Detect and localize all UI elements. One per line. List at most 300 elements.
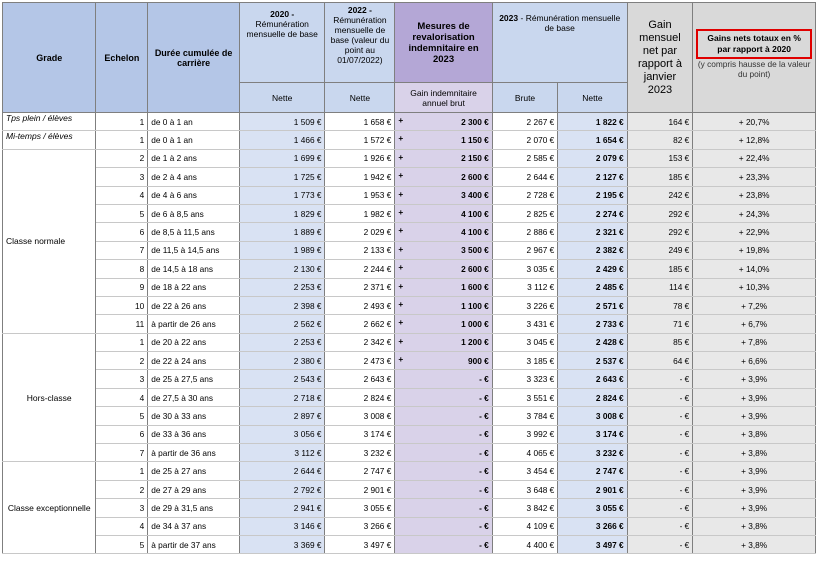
mesure-cell xyxy=(395,204,492,222)
v2022-cell: 2 342 € xyxy=(325,333,395,351)
table-body xyxy=(3,113,816,554)
plus-sign: + xyxy=(398,280,404,291)
plus-sign: + xyxy=(398,151,404,162)
n2023-cell: 2 485 € xyxy=(558,278,627,296)
mesure-cell xyxy=(395,315,492,333)
table-row xyxy=(3,113,816,131)
mesure-cell xyxy=(395,499,492,517)
ech-cell: 1 xyxy=(96,333,148,351)
grade-cell: Hors-classe xyxy=(3,333,96,462)
total-cell: + 7,8% xyxy=(693,333,816,351)
b2023-cell: 3 454 € xyxy=(492,462,557,480)
v2020-cell: 2 718 € xyxy=(239,388,325,406)
duree-cell: de 34 à 37 ans xyxy=(148,517,240,535)
header-2023-sub: - Rémunération mensuelle de base xyxy=(520,13,621,33)
ech-cell: 4 xyxy=(96,517,148,535)
v2022-cell: 1 926 € xyxy=(325,149,395,167)
v2020-cell: 3 056 € xyxy=(239,425,325,443)
duree-cell: de 8,5 à 11,5 ans xyxy=(148,223,240,241)
b2023-cell: 4 109 € xyxy=(492,517,557,535)
n2023-cell: 3 497 € xyxy=(558,535,627,553)
total-cell: + 22,4% xyxy=(693,149,816,167)
gain-cell: 292 € xyxy=(627,223,693,241)
mesure-cell xyxy=(395,113,492,131)
v2022-cell: 2 371 € xyxy=(325,278,395,296)
v2022-cell: 2 029 € xyxy=(325,223,395,241)
n2023-cell: 2 382 € xyxy=(558,241,627,259)
n2023-cell: 2 901 € xyxy=(558,480,627,498)
gain-cell: - € xyxy=(627,407,693,425)
v2022-cell: 2 901 € xyxy=(325,480,395,498)
b2023-cell: 3 992 € xyxy=(492,425,557,443)
mesure-cell xyxy=(395,333,492,351)
plus-sign: + xyxy=(398,206,404,217)
v2022-cell: 2 133 € xyxy=(325,241,395,259)
total-cell: + 3,9% xyxy=(693,407,816,425)
header-2023-title: 2023 xyxy=(499,13,519,23)
duree-cell: de 25 à 27,5 ans xyxy=(148,370,240,388)
ech-cell: 4 xyxy=(96,388,148,406)
plus-sign: + xyxy=(398,225,404,236)
mesure-value: 3 500 € xyxy=(461,245,489,256)
b2023-cell: 4 065 € xyxy=(492,444,557,462)
mesure-cell xyxy=(395,149,492,167)
header-nette-2020: Nette xyxy=(239,83,325,113)
b2023-cell: 3 185 € xyxy=(492,352,557,370)
b2023-cell: 2 644 € xyxy=(492,168,557,186)
grade-cell: Tps plein / élèves xyxy=(3,113,96,131)
v2022-cell: 3 174 € xyxy=(325,425,395,443)
table-row xyxy=(3,480,816,498)
duree-cell: de 4 à 6 ans xyxy=(148,186,240,204)
header-total-sub: (y compris hausse de la valeur du point) xyxy=(697,59,811,79)
gain-cell: 78 € xyxy=(627,296,693,314)
v2022-cell: 1 572 € xyxy=(325,131,395,149)
duree-cell: de 18 à 22 ans xyxy=(148,278,240,296)
total-cell: + 3,8% xyxy=(693,444,816,462)
n2023-cell: 3 174 € xyxy=(558,425,627,443)
ech-cell: 4 xyxy=(96,186,148,204)
gain-cell: 292 € xyxy=(627,204,693,222)
ech-cell: 5 xyxy=(96,535,148,553)
header-2020-title: 2020 - xyxy=(270,9,295,19)
total-cell: + 3,8% xyxy=(693,517,816,535)
ech-cell: 1 xyxy=(96,462,148,480)
header-nette-2023: Nette xyxy=(558,83,627,113)
mesure-cell xyxy=(395,186,492,204)
plus-sign: + xyxy=(398,133,404,144)
total-cell: + 23,3% xyxy=(693,168,816,186)
table-row xyxy=(3,388,816,406)
mesure-cell xyxy=(395,278,492,296)
total-cell: + 3,9% xyxy=(693,462,816,480)
v2020-cell: 2 562 € xyxy=(239,315,325,333)
header-echelon: Echelon xyxy=(96,3,148,113)
mesure-value: 2 600 € xyxy=(461,171,489,182)
gain-cell: 82 € xyxy=(627,131,693,149)
gain-cell: - € xyxy=(627,517,693,535)
mesure-value: - € xyxy=(479,521,489,532)
b2023-cell: 3 431 € xyxy=(492,315,557,333)
header-mesures: Mesures de revalorisation indemnitaire en 2023 xyxy=(395,3,492,83)
mesure-value: - € xyxy=(479,374,489,385)
n2023-cell: 2 733 € xyxy=(558,315,627,333)
total-cell: + 3,9% xyxy=(693,388,816,406)
v2020-cell: 2 543 € xyxy=(239,370,325,388)
header-2022-title: 2022 - xyxy=(347,5,372,15)
mesure-value: 2 600 € xyxy=(461,263,489,274)
ech-cell: 2 xyxy=(96,480,148,498)
v2020-cell: 3 146 € xyxy=(239,517,325,535)
table-row xyxy=(3,407,816,425)
v2022-cell: 2 747 € xyxy=(325,462,395,480)
duree-cell: de 20 à 22 ans xyxy=(148,333,240,351)
mesure-cell xyxy=(395,444,492,462)
header-total xyxy=(693,3,816,113)
ech-cell: 6 xyxy=(96,223,148,241)
v2022-cell: 1 658 € xyxy=(325,113,395,131)
table-row xyxy=(3,260,816,278)
duree-cell: à partir de 36 ans xyxy=(148,444,240,462)
duree-cell: de 22 à 26 ans xyxy=(148,296,240,314)
mesure-cell xyxy=(395,517,492,535)
v2022-cell: 1 982 € xyxy=(325,204,395,222)
total-cell: + 3,9% xyxy=(693,370,816,388)
v2020-cell: 1 989 € xyxy=(239,241,325,259)
b2023-cell: 3 323 € xyxy=(492,370,557,388)
gain-cell: 164 € xyxy=(627,113,693,131)
duree-cell: de 29 à 31,5 ans xyxy=(148,499,240,517)
total-cell: + 23,8% xyxy=(693,186,816,204)
table-row xyxy=(3,315,816,333)
table-row xyxy=(3,241,816,259)
b2023-cell: 3 842 € xyxy=(492,499,557,517)
duree-cell: à partir de 26 ans xyxy=(148,315,240,333)
table-row xyxy=(3,149,816,167)
v2020-cell: 1 725 € xyxy=(239,168,325,186)
ech-cell: 9 xyxy=(96,278,148,296)
header-brute-2023: Brute xyxy=(492,83,557,113)
total-cell: + 3,9% xyxy=(693,480,816,498)
n2023-cell: 2 747 € xyxy=(558,462,627,480)
v2020-cell: 1 829 € xyxy=(239,204,325,222)
mesure-value: 1 100 € xyxy=(461,300,489,311)
mesure-value: 3 400 € xyxy=(461,190,489,201)
mesure-cell xyxy=(395,223,492,241)
v2020-cell: 3 112 € xyxy=(239,444,325,462)
n2023-cell: 2 428 € xyxy=(558,333,627,351)
mesure-value: 4 100 € xyxy=(461,208,489,219)
n2023-cell: 2 643 € xyxy=(558,370,627,388)
header-nette-2022: Nette xyxy=(325,83,395,113)
gain-cell: 114 € xyxy=(627,278,693,296)
b2023-cell: 2 886 € xyxy=(492,223,557,241)
n2023-cell: 2 537 € xyxy=(558,352,627,370)
total-cell: + 12,8% xyxy=(693,131,816,149)
n2023-cell: 2 824 € xyxy=(558,388,627,406)
gain-cell: - € xyxy=(627,444,693,462)
total-cell: + 10,3% xyxy=(693,278,816,296)
n2023-cell: 3 055 € xyxy=(558,499,627,517)
header-duree: Durée cumulée de carrière xyxy=(148,3,240,113)
duree-cell: de 30 à 33 ans xyxy=(148,407,240,425)
n2023-cell: 1 654 € xyxy=(558,131,627,149)
duree-cell: de 6 à 8,5 ans xyxy=(148,204,240,222)
v2022-cell: 3 497 € xyxy=(325,535,395,553)
table-row xyxy=(3,186,816,204)
gain-cell: - € xyxy=(627,462,693,480)
ech-cell: 3 xyxy=(96,168,148,186)
header-total-highlight: Gains nets totaux en % par rapport à 2020 xyxy=(696,29,812,59)
ech-cell: 5 xyxy=(96,204,148,222)
v2022-cell: 3 055 € xyxy=(325,499,395,517)
table-row xyxy=(3,131,816,149)
header-2022-sub: Rémunération mensuelle de base (valeur du point au 01/07/2022) xyxy=(330,15,390,65)
header-2020 xyxy=(239,3,325,83)
grade-cell: Classe normale xyxy=(3,149,96,333)
v2020-cell: 2 897 € xyxy=(239,407,325,425)
plus-sign: + xyxy=(398,262,404,273)
table-row xyxy=(3,352,816,370)
header-gain: Gain mensuel net par rapport à janvier 2023 xyxy=(627,3,693,113)
grade-cell: Classe exceptionnelle xyxy=(3,462,96,554)
mesure-cell xyxy=(395,535,492,553)
b2023-cell: 3 226 € xyxy=(492,296,557,314)
v2022-cell: 2 643 € xyxy=(325,370,395,388)
salary-table xyxy=(2,2,816,554)
total-cell: + 19,8% xyxy=(693,241,816,259)
v2020-cell: 3 369 € xyxy=(239,535,325,553)
v2022-cell: 2 244 € xyxy=(325,260,395,278)
header-mesures-sub: Gain indemnitaire annuel brut xyxy=(395,83,492,113)
v2020-cell: 2 253 € xyxy=(239,278,325,296)
n2023-cell: 2 571 € xyxy=(558,296,627,314)
mesure-value: - € xyxy=(479,410,489,421)
gain-cell: - € xyxy=(627,370,693,388)
n2023-cell: 2 127 € xyxy=(558,168,627,186)
ech-cell: 3 xyxy=(96,370,148,388)
table-row xyxy=(3,296,816,314)
mesure-value: 2 300 € xyxy=(461,116,489,127)
mesure-value: 2 150 € xyxy=(461,153,489,164)
mesure-value: - € xyxy=(479,539,489,550)
duree-cell: de 0 à 1 an xyxy=(148,113,240,131)
header-2023 xyxy=(492,3,627,83)
table-row xyxy=(3,444,816,462)
v2022-cell: 1 953 € xyxy=(325,186,395,204)
plus-sign: + xyxy=(398,335,404,346)
duree-cell: de 22 à 24 ans xyxy=(148,352,240,370)
n2023-cell: 3 232 € xyxy=(558,444,627,462)
ech-cell: 2 xyxy=(96,352,148,370)
gain-cell: - € xyxy=(627,480,693,498)
ech-cell: 6 xyxy=(96,425,148,443)
v2020-cell: 2 644 € xyxy=(239,462,325,480)
header-2022 xyxy=(325,3,395,83)
mesure-cell xyxy=(395,388,492,406)
mesure-cell xyxy=(395,352,492,370)
ech-cell: 1 xyxy=(96,113,148,131)
plus-sign: + xyxy=(398,115,404,125)
mesure-value: - € xyxy=(479,466,489,477)
table-row xyxy=(3,517,816,535)
gain-cell: 64 € xyxy=(627,352,693,370)
b2023-cell: 3 551 € xyxy=(492,388,557,406)
v2022-cell: 2 824 € xyxy=(325,388,395,406)
v2022-cell: 1 942 € xyxy=(325,168,395,186)
b2023-cell: 3 045 € xyxy=(492,333,557,351)
v2022-cell: 2 493 € xyxy=(325,296,395,314)
v2020-cell: 1 889 € xyxy=(239,223,325,241)
total-cell: + 14,0% xyxy=(693,260,816,278)
v2020-cell: 1 699 € xyxy=(239,149,325,167)
duree-cell: de 11,5 à 14,5 ans xyxy=(148,241,240,259)
b2023-cell: 3 112 € xyxy=(492,278,557,296)
gain-cell: 85 € xyxy=(627,333,693,351)
duree-cell: de 25 à 27 ans xyxy=(148,462,240,480)
duree-cell: de 27 à 29 ans xyxy=(148,480,240,498)
v2020-cell: 2 941 € xyxy=(239,499,325,517)
b2023-cell: 2 070 € xyxy=(492,131,557,149)
gain-cell: - € xyxy=(627,535,693,553)
mesure-cell xyxy=(395,462,492,480)
n2023-cell: 2 274 € xyxy=(558,204,627,222)
plus-sign: + xyxy=(398,298,404,309)
gain-cell: 185 € xyxy=(627,260,693,278)
duree-cell: de 14,5 à 18 ans xyxy=(148,260,240,278)
v2022-cell: 2 662 € xyxy=(325,315,395,333)
ech-cell: 7 xyxy=(96,241,148,259)
v2020-cell: 2 398 € xyxy=(239,296,325,314)
total-cell: + 22,9% xyxy=(693,223,816,241)
n2023-cell: 1 822 € xyxy=(558,113,627,131)
duree-cell: à partir de 37 ans xyxy=(148,535,240,553)
gain-cell: 71 € xyxy=(627,315,693,333)
table-row xyxy=(3,168,816,186)
mesure-value: - € xyxy=(479,392,489,403)
b2023-cell: 4 400 € xyxy=(492,535,557,553)
duree-cell: de 0 à 1 an xyxy=(148,131,240,149)
mesure-cell xyxy=(395,425,492,443)
mesure-cell xyxy=(395,480,492,498)
v2022-cell: 3 266 € xyxy=(325,517,395,535)
mesure-value: 1 600 € xyxy=(461,282,489,293)
ech-cell: 3 xyxy=(96,499,148,517)
mesure-cell xyxy=(395,260,492,278)
v2020-cell: 2 253 € xyxy=(239,333,325,351)
v2020-cell: 2 130 € xyxy=(239,260,325,278)
mesure-value: - € xyxy=(479,447,489,458)
grade-cell: Mi-temps / élèves xyxy=(3,131,96,149)
gain-cell: 185 € xyxy=(627,168,693,186)
mesure-cell xyxy=(395,370,492,388)
b2023-cell: 3 648 € xyxy=(492,480,557,498)
n2023-cell: 3 008 € xyxy=(558,407,627,425)
v2022-cell: 3 008 € xyxy=(325,407,395,425)
ech-cell: 11 xyxy=(96,315,148,333)
mesure-cell xyxy=(395,241,492,259)
table-row xyxy=(3,425,816,443)
plus-sign: + xyxy=(398,243,404,254)
total-cell: + 24,3% xyxy=(693,204,816,222)
mesure-value: 900 € xyxy=(468,355,489,366)
n2023-cell: 2 321 € xyxy=(558,223,627,241)
b2023-cell: 2 267 € xyxy=(492,113,557,131)
gain-cell: - € xyxy=(627,388,693,406)
v2022-cell: 2 473 € xyxy=(325,352,395,370)
b2023-cell: 3 035 € xyxy=(492,260,557,278)
mesure-value: 1 150 € xyxy=(461,135,489,146)
gain-cell: 249 € xyxy=(627,241,693,259)
plus-sign: + xyxy=(398,317,404,328)
plus-sign: + xyxy=(398,354,404,365)
mesure-value: - € xyxy=(479,429,489,440)
mesure-value: 1 200 € xyxy=(461,337,489,348)
mesure-cell xyxy=(395,296,492,314)
total-cell: + 20,7% xyxy=(693,113,816,131)
mesure-cell xyxy=(395,168,492,186)
b2023-cell: 3 784 € xyxy=(492,407,557,425)
total-cell: + 3,8% xyxy=(693,425,816,443)
duree-cell: de 2 à 4 ans xyxy=(148,168,240,186)
n2023-cell: 3 266 € xyxy=(558,517,627,535)
b2023-cell: 2 967 € xyxy=(492,241,557,259)
plus-sign: + xyxy=(398,188,404,199)
table-row xyxy=(3,370,816,388)
ech-cell: 5 xyxy=(96,407,148,425)
v2020-cell: 1 773 € xyxy=(239,186,325,204)
gain-cell: - € xyxy=(627,425,693,443)
total-cell: + 7,2% xyxy=(693,296,816,314)
mesure-value: 1 000 € xyxy=(461,318,489,329)
table-row xyxy=(3,535,816,553)
ech-cell: 2 xyxy=(96,149,148,167)
n2023-cell: 2 079 € xyxy=(558,149,627,167)
b2023-cell: 2 728 € xyxy=(492,186,557,204)
v2020-cell: 1 466 € xyxy=(239,131,325,149)
gain-cell: - € xyxy=(627,499,693,517)
table-row xyxy=(3,333,816,351)
mesure-value: - € xyxy=(479,502,489,513)
mesure-value: - € xyxy=(479,484,489,495)
table-row xyxy=(3,462,816,480)
b2023-cell: 2 825 € xyxy=(492,204,557,222)
v2020-cell: 2 792 € xyxy=(239,480,325,498)
v2022-cell: 3 232 € xyxy=(325,444,395,462)
table-row xyxy=(3,278,816,296)
total-cell: + 6,6% xyxy=(693,352,816,370)
duree-cell: de 33 à 36 ans xyxy=(148,425,240,443)
table-row xyxy=(3,204,816,222)
n2023-cell: 2 195 € xyxy=(558,186,627,204)
b2023-cell: 2 585 € xyxy=(492,149,557,167)
header-grade: Grade xyxy=(3,3,96,113)
mesure-cell xyxy=(395,131,492,149)
ech-cell: 8 xyxy=(96,260,148,278)
header-2020-sub: Rémunération mensuelle de base xyxy=(246,19,318,39)
plus-sign: + xyxy=(398,170,404,181)
ech-cell: 7 xyxy=(96,444,148,462)
ech-cell: 10 xyxy=(96,296,148,314)
table-row xyxy=(3,499,816,517)
ech-cell: 1 xyxy=(96,131,148,149)
mesure-cell xyxy=(395,407,492,425)
n2023-cell: 2 429 € xyxy=(558,260,627,278)
total-cell: + 3,9% xyxy=(693,499,816,517)
duree-cell: de 1 à 2 ans xyxy=(148,149,240,167)
duree-cell: de 27,5 à 30 ans xyxy=(148,388,240,406)
gain-cell: 153 € xyxy=(627,149,693,167)
